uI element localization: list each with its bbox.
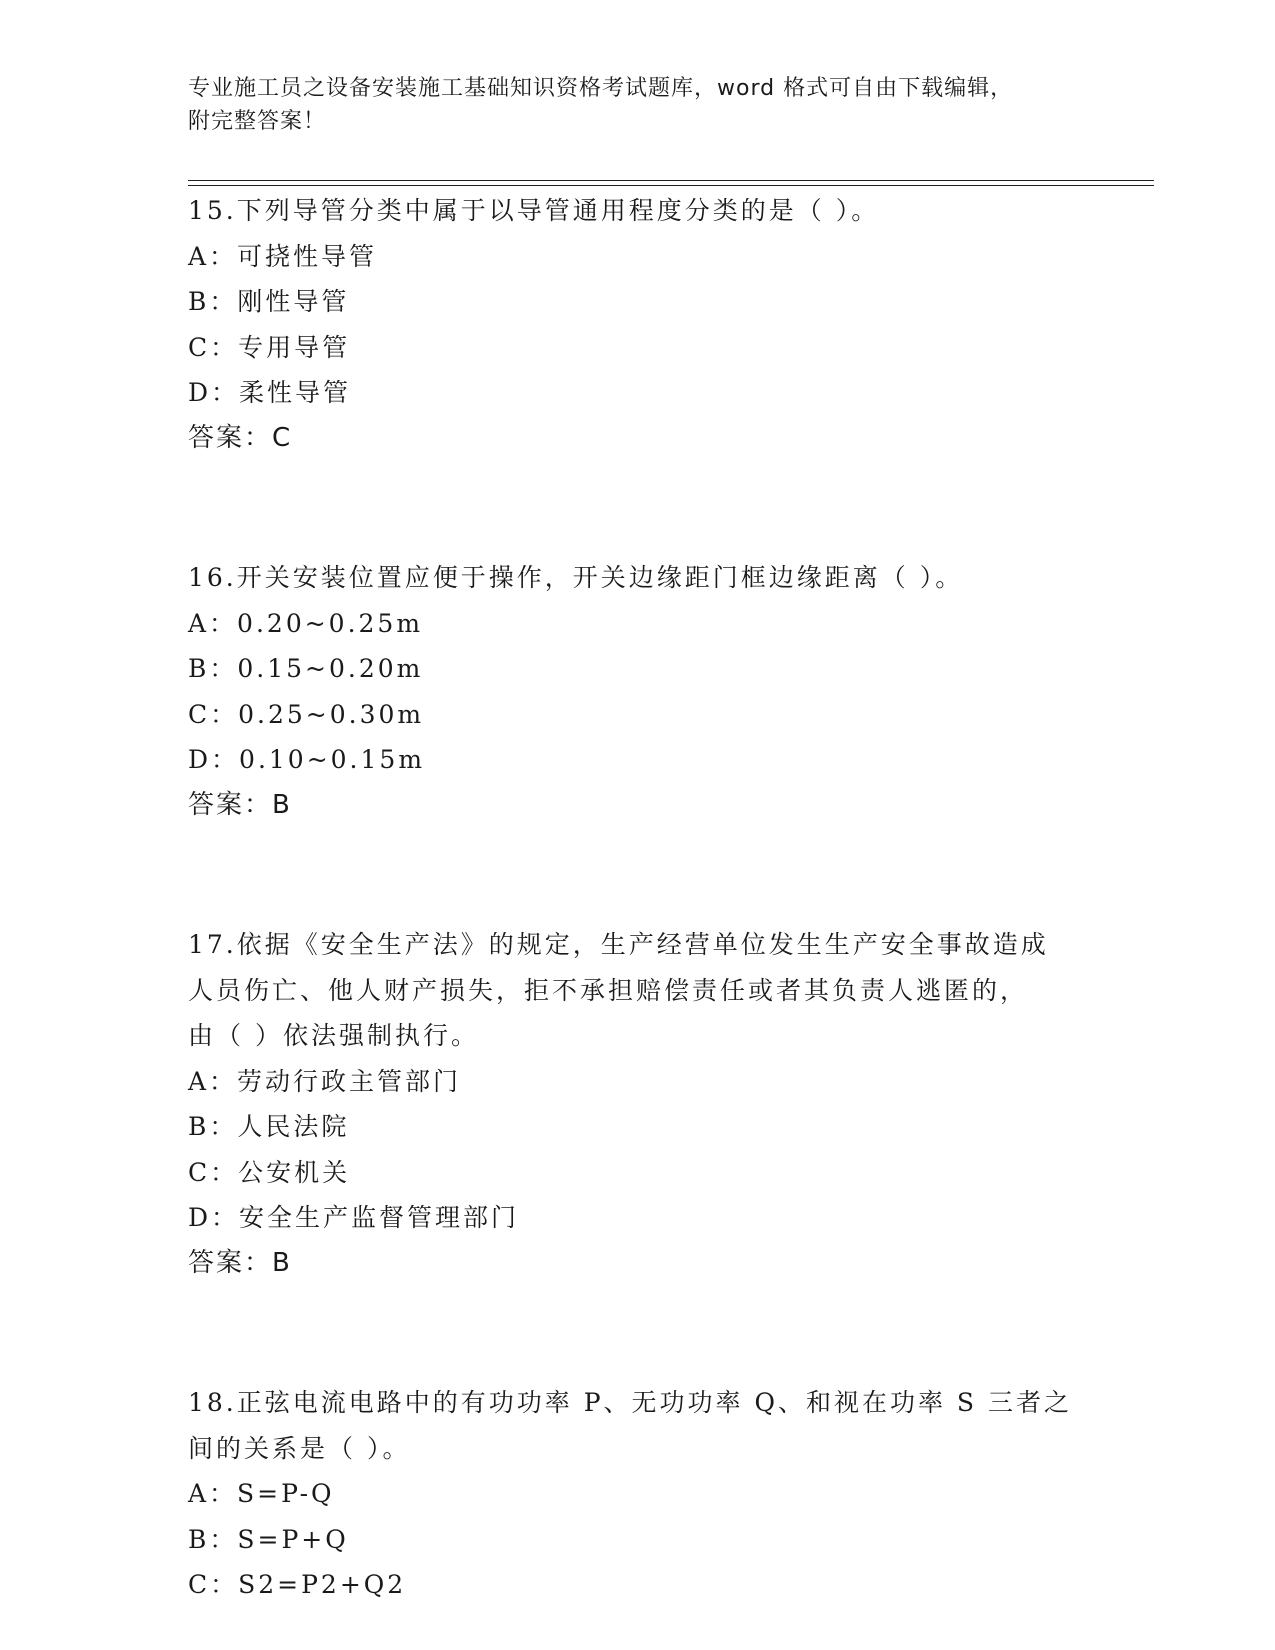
- header-divider-bottom: [188, 185, 1154, 186]
- question-text-line-1: 17.依据《安全生产法》的规定，生产经营单位发生生产安全事故造成: [188, 930, 1049, 959]
- option-b: B：刚性导管: [188, 287, 350, 316]
- option-b: B：S=P+Q: [188, 1524, 349, 1554]
- question-17: [188, 922, 1088, 1286]
- option-c: C：专用导管: [188, 332, 351, 362]
- question-text-line-2: 人员伤亡、他人财产损失，拒不承担赔偿责任或者其负责人逃匿的，: [188, 975, 1029, 1005]
- header-divider-top: [188, 180, 1154, 181]
- question-text: 16.开关安装位置应便于操作，开关边缘距门框边缘距离（ ）。: [188, 563, 964, 592]
- question-text-line-2: 间的关系是（ ）。: [188, 1433, 411, 1463]
- question-18: [188, 1380, 1088, 1608]
- option-c: C：S2=P2+Q2: [188, 1570, 407, 1599]
- question-list: [188, 188, 1088, 1608]
- option-a: A：S=P-Q: [188, 1479, 335, 1508]
- option-c: C：公安机关: [188, 1157, 351, 1187]
- spacer: [188, 461, 1088, 555]
- option-a: A：可挠性导管: [188, 241, 378, 271]
- document-header: [188, 72, 1068, 138]
- header-line-2: 附完整答案！: [188, 109, 327, 134]
- answer: 答案：B: [188, 789, 292, 820]
- question-15: [188, 188, 1088, 461]
- answer: 答案：B: [188, 1247, 292, 1278]
- option-c: C：0.25~0.30m: [188, 699, 425, 729]
- spacer: [188, 1286, 1088, 1380]
- question-text-line-1: 18.正弦电流电路中的有功功率 P、无功功率 Q、和视在功率 S 三者之: [188, 1388, 1072, 1417]
- option-d: D：柔性导管: [188, 378, 352, 407]
- option-b: B：0.15~0.20m: [188, 654, 424, 683]
- answer: 答案：C: [188, 422, 293, 453]
- option-d: D：安全生产监督管理部门: [188, 1203, 520, 1232]
- option-b: B：人民法院: [188, 1112, 350, 1141]
- header-line-1: 专业施工员之设备安装施工基础知识资格考试题库，word 格式可自由下载编辑，: [188, 76, 1014, 101]
- question-16: [188, 555, 1088, 828]
- question-text: 15.下列导管分类中属于以导管通用程度分类的是（ ）。: [188, 196, 880, 225]
- spacer: [188, 828, 1088, 922]
- question-text-line-3: 由（ ）依法强制执行。: [188, 1021, 479, 1050]
- option-d: D：0.10~0.15m: [188, 745, 426, 774]
- option-a: A：0.20~0.25m: [188, 608, 424, 638]
- option-a: A：劳动行政主管部门: [188, 1066, 462, 1096]
